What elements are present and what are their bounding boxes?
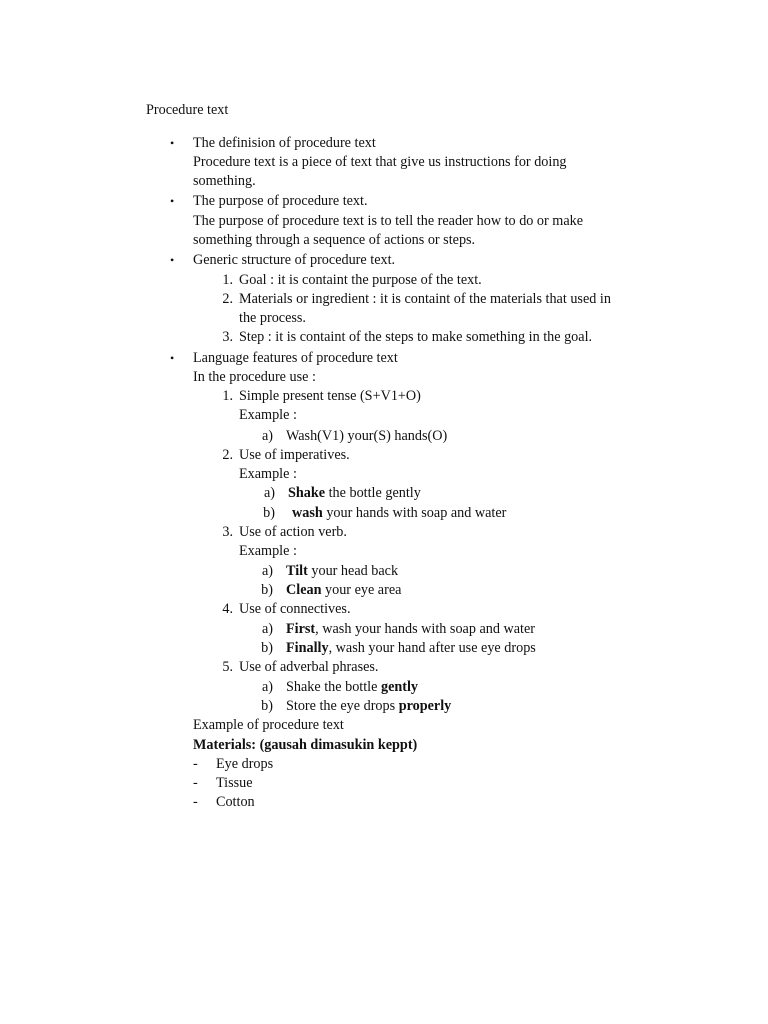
list-number: 3. [222, 329, 233, 345]
list-number: 2. [222, 291, 233, 307]
material-item: Eye drops [216, 756, 274, 772]
example-item [286, 562, 398, 581]
structure-heading: Generic structure of procedure text. [193, 252, 396, 268]
example-text: your eye area [321, 582, 402, 598]
purpose-heading: The purpose of procedure text. [193, 193, 368, 209]
purpose-text: something through a sequence of actions or steps. [193, 232, 476, 248]
example-item [286, 697, 451, 716]
purpose-text: The purpose of procedure text is to tell the reader how to do or make [193, 213, 584, 229]
feature-label: Use of imperatives. [239, 447, 350, 463]
example-keyword: Finally [286, 640, 329, 656]
list-number: 4. [222, 601, 233, 617]
language-heading: Language features of procedure text [193, 350, 398, 366]
list-letter: a) [261, 428, 273, 444]
example-label: Example : [239, 466, 297, 482]
feature-label: Use of adverbal phrases. [239, 659, 379, 675]
example-text: Store the eye drops [286, 698, 399, 714]
bullet-icon: • [170, 194, 175, 208]
list-number: 1. [222, 388, 233, 404]
list-number: 5. [222, 659, 233, 675]
definition-heading: The definision of procedure text [193, 135, 376, 151]
list-letter: b) [261, 640, 273, 656]
example-text: your hands with soap and water [322, 505, 507, 521]
bullet-icon: • [170, 253, 175, 267]
example-keyword: properly [398, 698, 452, 714]
list-letter: b) [261, 582, 273, 598]
feature-label: Simple present tense (S+V1+O) [239, 388, 421, 404]
list-item: Materials or ingredient : it is containt of the materials that used in [239, 291, 611, 307]
feature-label: Use of connectives. [239, 601, 351, 617]
list-item: the process. [239, 310, 306, 326]
material-item: Tissue [216, 775, 253, 791]
dash-marker: - [193, 794, 198, 810]
language-intro: In the procedure use : [193, 369, 316, 385]
example-text: your head back [307, 563, 399, 579]
list-letter: a) [263, 485, 275, 501]
example-item [286, 678, 418, 697]
dash-marker: - [193, 756, 198, 772]
example-keyword: First [286, 621, 316, 637]
example-label: Example : [239, 407, 297, 423]
bullet-icon: • [170, 136, 175, 150]
example-keyword: Clean [286, 582, 322, 598]
material-item: Cotton [216, 794, 255, 810]
example-keyword: wash [292, 505, 323, 521]
example-keyword: gently [380, 679, 419, 695]
example-label: Example : [239, 543, 297, 559]
dash-marker: - [193, 775, 198, 791]
example-item [292, 504, 506, 523]
page-title: Procedure text [146, 102, 229, 118]
example-keyword: Tilt [286, 563, 308, 579]
example-text: the bottle gently [325, 485, 421, 501]
list-letter: a) [261, 563, 273, 579]
materials-heading: Materials: (gausah dimasukin keppt) [193, 737, 418, 753]
example-item [288, 484, 421, 503]
example-item: Wash(V1) your(S) hands(O) [286, 428, 448, 444]
list-letter: b) [261, 698, 273, 714]
feature-label: Use of action verb. [239, 524, 347, 540]
example-heading: Example of procedure text [193, 717, 344, 733]
list-number: 1. [222, 272, 233, 288]
definition-text: Procedure text is a piece of text that give us instructions for doing [193, 154, 567, 170]
list-number: 3. [222, 524, 233, 540]
list-number: 2. [222, 447, 233, 463]
example-item [286, 639, 536, 658]
example-text: , wash your hands with soap and water [315, 621, 536, 637]
example-item [286, 581, 401, 600]
list-item: Goal : it is containt the purpose of the text. [239, 272, 482, 288]
example-keyword: Shake [288, 485, 326, 501]
example-item [286, 620, 535, 639]
definition-text: something. [193, 173, 256, 189]
bullet-icon: • [170, 351, 175, 365]
example-text: , wash your hand after use eye drops [328, 640, 536, 656]
example-text: Shake the bottle [286, 679, 381, 695]
list-letter: a) [261, 679, 273, 695]
list-item: Step : it is containt of the steps to make something in the goal. [239, 329, 593, 345]
list-letter: b) [263, 505, 275, 521]
list-letter: a) [261, 621, 273, 637]
